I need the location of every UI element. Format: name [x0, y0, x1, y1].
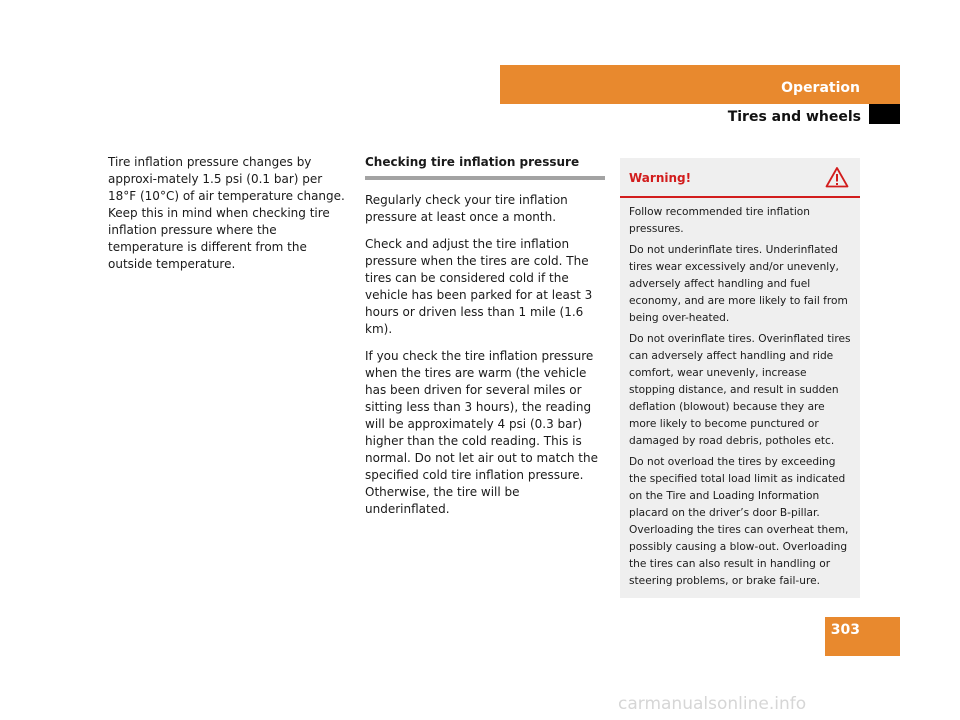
page-number: 303	[830, 622, 860, 638]
warning-paragraph: Do not overload the tires by exceeding the specified total load limit as indicated on the Tire and Loading Information placard on the driver’s door B-pillar. Overloading the tires can overheat them, possibly causing a blow-out. Overloading the tires can also result in handling or steering problems, or brake fail-ure.	[629, 456, 849, 587]
warning-paragraph: Do not overinflate tires. Overinflated tires can adversely affect handling and ride comfort, wear unevenly, increase stopping distance, and result in sudden deflation (blowout) because they are more likely to become punctured or damaged by road debris, potholes etc.	[629, 333, 851, 447]
intro-paragraph: Tire inflation pressure changes by approxi-mately 1.5 psi (0.1 bar) per 18°F (10°C) of air temperature change. Keep this in mind when checking tire inflation pressure where the temperature is different from the outside temperature.	[108, 155, 345, 271]
subsection-title: Tires and wheels	[727, 109, 861, 125]
left-column	[108, 154, 354, 273]
warning-triangle-icon	[825, 166, 849, 188]
body-paragraph: Regularly check your tire inflation pressure at least once a month.	[365, 193, 568, 224]
warning-body	[620, 198, 860, 590]
warning-paragraph: Follow recommended tire inflation pressures.	[629, 206, 810, 235]
warning-box	[620, 158, 860, 598]
warning-header	[620, 158, 860, 198]
page-number-box	[825, 617, 900, 656]
warning-title: Warning!	[629, 171, 692, 185]
body-paragraph: If you check the tire inflation pressure when the tires are warm (the vehicle has been driven for several miles or sitting less than 3 hours), the reading will be approximately 4 psi (0.3 bar) higher than the cold reading. This is normal. Do not let air out to match the specified cold tire inflation pressure. Otherwise, the tire will be underinflated.	[365, 349, 598, 516]
header-bar	[500, 65, 900, 104]
middle-column	[365, 154, 605, 518]
body-paragraph: Check and adjust the tire inflation pressure when the tires are cold. The tires can be considered cold if the vehicle has been parked for at least 3 hours or driven less than 1 mile (1.6 km).	[365, 237, 593, 336]
watermark: carmanualsonline.info	[618, 694, 807, 714]
warning-paragraph: Do not underinflate tires. Underinflated tires wear excessively and/or unevenly, adversely affect handling and fuel economy, and are more likely to fail from being over-heated.	[629, 244, 848, 324]
header-marker	[869, 104, 900, 124]
section-title: Operation	[781, 80, 860, 96]
section-heading: Checking tire inflation pressure	[365, 154, 605, 180]
